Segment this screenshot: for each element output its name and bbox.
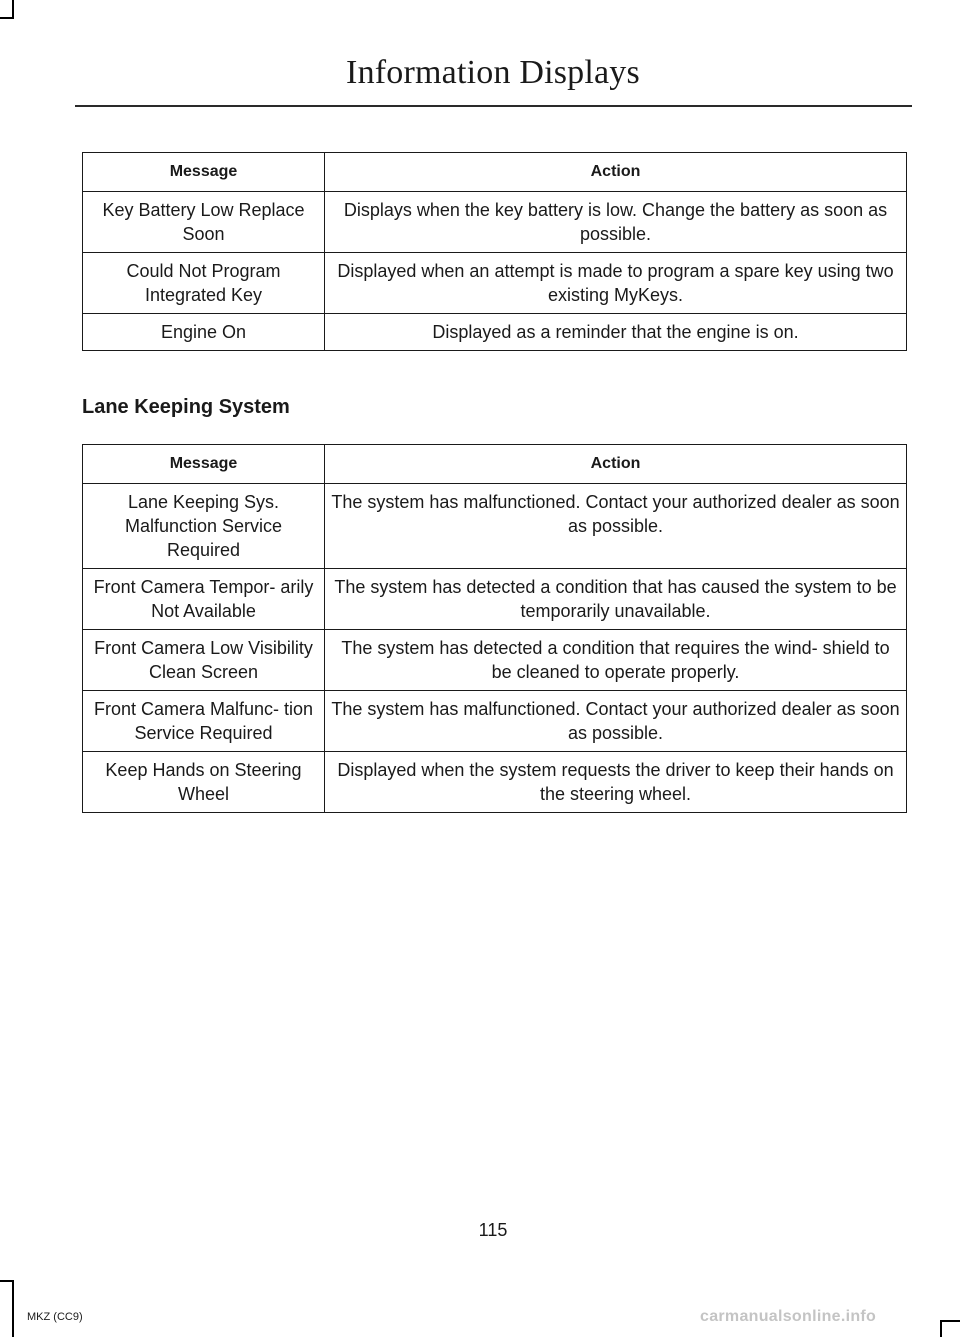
crop-mark-top-left-horizontal [0, 17, 14, 19]
footer-model-code: MKZ (CC9) [27, 1311, 83, 1323]
message-cell: Lane Keeping Sys. Malfunction Service Required [83, 484, 325, 569]
crop-mark-bottom-right-horizontal [940, 1320, 960, 1322]
action-cell: The system has detected a condition that has caused the system to be temporarily unavailable. [325, 569, 907, 630]
column-header-action: Action [325, 445, 907, 484]
section-heading: Lane Keeping System [82, 396, 290, 418]
message-cell: Could Not Program Integrated Key [83, 253, 325, 314]
table-row [83, 253, 907, 314]
lane-keeping-messages-table [82, 444, 907, 813]
watermark: carmanualsonline.info [700, 1308, 877, 1325]
page-title: Information Displays [346, 54, 640, 91]
action-cell: Displayed when an attempt is made to program a spare key using two existing MyKeys. [325, 253, 907, 314]
message-cell: Front Camera Low Visibility Clean Screen [83, 630, 325, 691]
action-cell: The system has detected a condition that requires the wind- shield to be cleaned to operate properly. [325, 630, 907, 691]
crop-mark-bottom-left-horizontal [0, 1280, 14, 1282]
crop-mark-bottom-right-vertical [940, 1320, 942, 1337]
message-cell: Front Camera Tempor- arily Not Available [83, 569, 325, 630]
action-cell: The system has malfunctioned. Contact your authorized dealer as soon as possible. [325, 691, 907, 752]
crop-mark-top-left-vertical [12, 0, 14, 18]
table-row [83, 569, 907, 630]
action-cell: Displayed as a reminder that the engine is on. [325, 314, 907, 351]
action-cell: Displays when the key battery is low. Change the battery as soon as possible. [325, 192, 907, 253]
column-header-action: Action [325, 153, 907, 192]
message-cell: Engine On [83, 314, 325, 351]
key-messages-table [82, 152, 907, 351]
message-cell: Keep Hands on Steering Wheel [83, 752, 325, 813]
table-row [83, 192, 907, 253]
action-cell: Displayed when the system requests the driver to keep their hands on the steering wheel. [325, 752, 907, 813]
table-row [83, 630, 907, 691]
page-number: 115 [478, 1220, 508, 1240]
table-row [83, 484, 907, 569]
column-header-message: Message [83, 445, 325, 484]
table-header-row [83, 153, 907, 192]
action-cell: The system has malfunctioned. Contact your authorized dealer as soon as possible. [325, 484, 907, 569]
table-header-row [83, 445, 907, 484]
title-divider [75, 105, 912, 107]
table-row [83, 314, 907, 351]
table-row [83, 752, 907, 813]
message-cell: Front Camera Malfunc- tion Service Required [83, 691, 325, 752]
table-row [83, 691, 907, 752]
crop-mark-bottom-left-vertical [12, 1280, 14, 1337]
column-header-message: Message [83, 153, 325, 192]
message-cell: Key Battery Low Replace Soon [83, 192, 325, 253]
